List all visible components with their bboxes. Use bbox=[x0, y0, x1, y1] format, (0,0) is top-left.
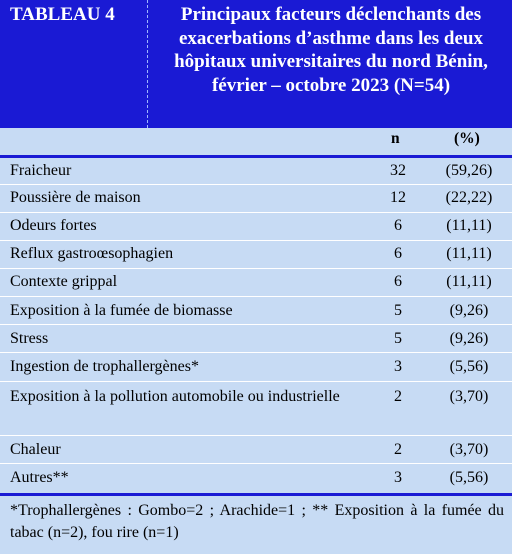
row-n: 6 bbox=[394, 245, 402, 262]
row-label: Odeurs fortes bbox=[10, 217, 97, 234]
row-percent: (3,70) bbox=[449, 441, 489, 458]
footer-rule bbox=[0, 493, 512, 496]
row-label: Poussière de maison bbox=[10, 189, 141, 206]
row-label: Chaleur bbox=[10, 441, 61, 458]
row-n: 12 bbox=[390, 189, 406, 206]
row-percent: (11,11) bbox=[446, 245, 492, 262]
row-divider bbox=[0, 268, 512, 269]
row-label: Reflux gastroœsophagien bbox=[10, 245, 174, 262]
row-n: 5 bbox=[394, 302, 402, 319]
row-percent: (11,11) bbox=[446, 273, 492, 290]
row-n: 2 bbox=[394, 441, 402, 458]
row-divider bbox=[0, 240, 512, 241]
row-n: 3 bbox=[394, 469, 402, 486]
row-divider bbox=[0, 184, 512, 185]
row-divider bbox=[0, 296, 512, 297]
row-n: 6 bbox=[394, 273, 402, 290]
header-rule bbox=[0, 155, 512, 158]
row-n: 3 bbox=[394, 358, 402, 375]
row-label: Exposition à la fumée de biomasse bbox=[10, 302, 233, 319]
row-divider bbox=[0, 381, 512, 382]
row-n: 2 bbox=[394, 388, 402, 405]
header-divider bbox=[147, 0, 149, 128]
row-divider bbox=[0, 212, 512, 213]
row-percent: (5,56) bbox=[449, 469, 489, 486]
row-label: Exposition à la pollution automobile ou industrielle bbox=[10, 388, 340, 405]
row-divider bbox=[0, 324, 512, 325]
table-footnote: *Trophallergènes : Gombo=2 ; Arachide=1 ; ** Exposition à la fumée du tabac (n=2), fou rire (n=1) bbox=[10, 502, 504, 541]
row-percent: (9,26) bbox=[449, 302, 489, 319]
row-label: Ingestion de trophallergènes* bbox=[10, 358, 199, 375]
table-title: Principaux facteurs déclenchants des exacerbations d’asthme dans les deux hôpitaux universitaires du nord Bénin, février – octobre 2023 (N=54) bbox=[174, 4, 488, 96]
row-divider bbox=[0, 435, 512, 436]
row-n: 5 bbox=[394, 330, 402, 347]
column-header-n: n bbox=[391, 130, 400, 147]
row-label: Fraicheur bbox=[10, 162, 72, 179]
row-n: 32 bbox=[390, 162, 406, 179]
column-header-percent: (%) bbox=[454, 130, 480, 147]
table-number: TABLEAU 4 bbox=[0, 0, 147, 128]
row-percent: (11,11) bbox=[446, 217, 492, 234]
row-label: Contexte grippal bbox=[10, 273, 118, 290]
row-n: 6 bbox=[394, 217, 402, 234]
row-divider bbox=[0, 463, 512, 464]
row-label: Autres** bbox=[10, 469, 69, 486]
row-percent: (9,26) bbox=[449, 330, 489, 347]
row-percent: (5,56) bbox=[449, 358, 489, 375]
row-percent: (22,22) bbox=[445, 189, 493, 206]
row-percent: (59,26) bbox=[445, 162, 493, 179]
row-divider bbox=[0, 352, 512, 353]
row-percent: (3,70) bbox=[449, 388, 489, 405]
row-label: Stress bbox=[10, 330, 49, 347]
